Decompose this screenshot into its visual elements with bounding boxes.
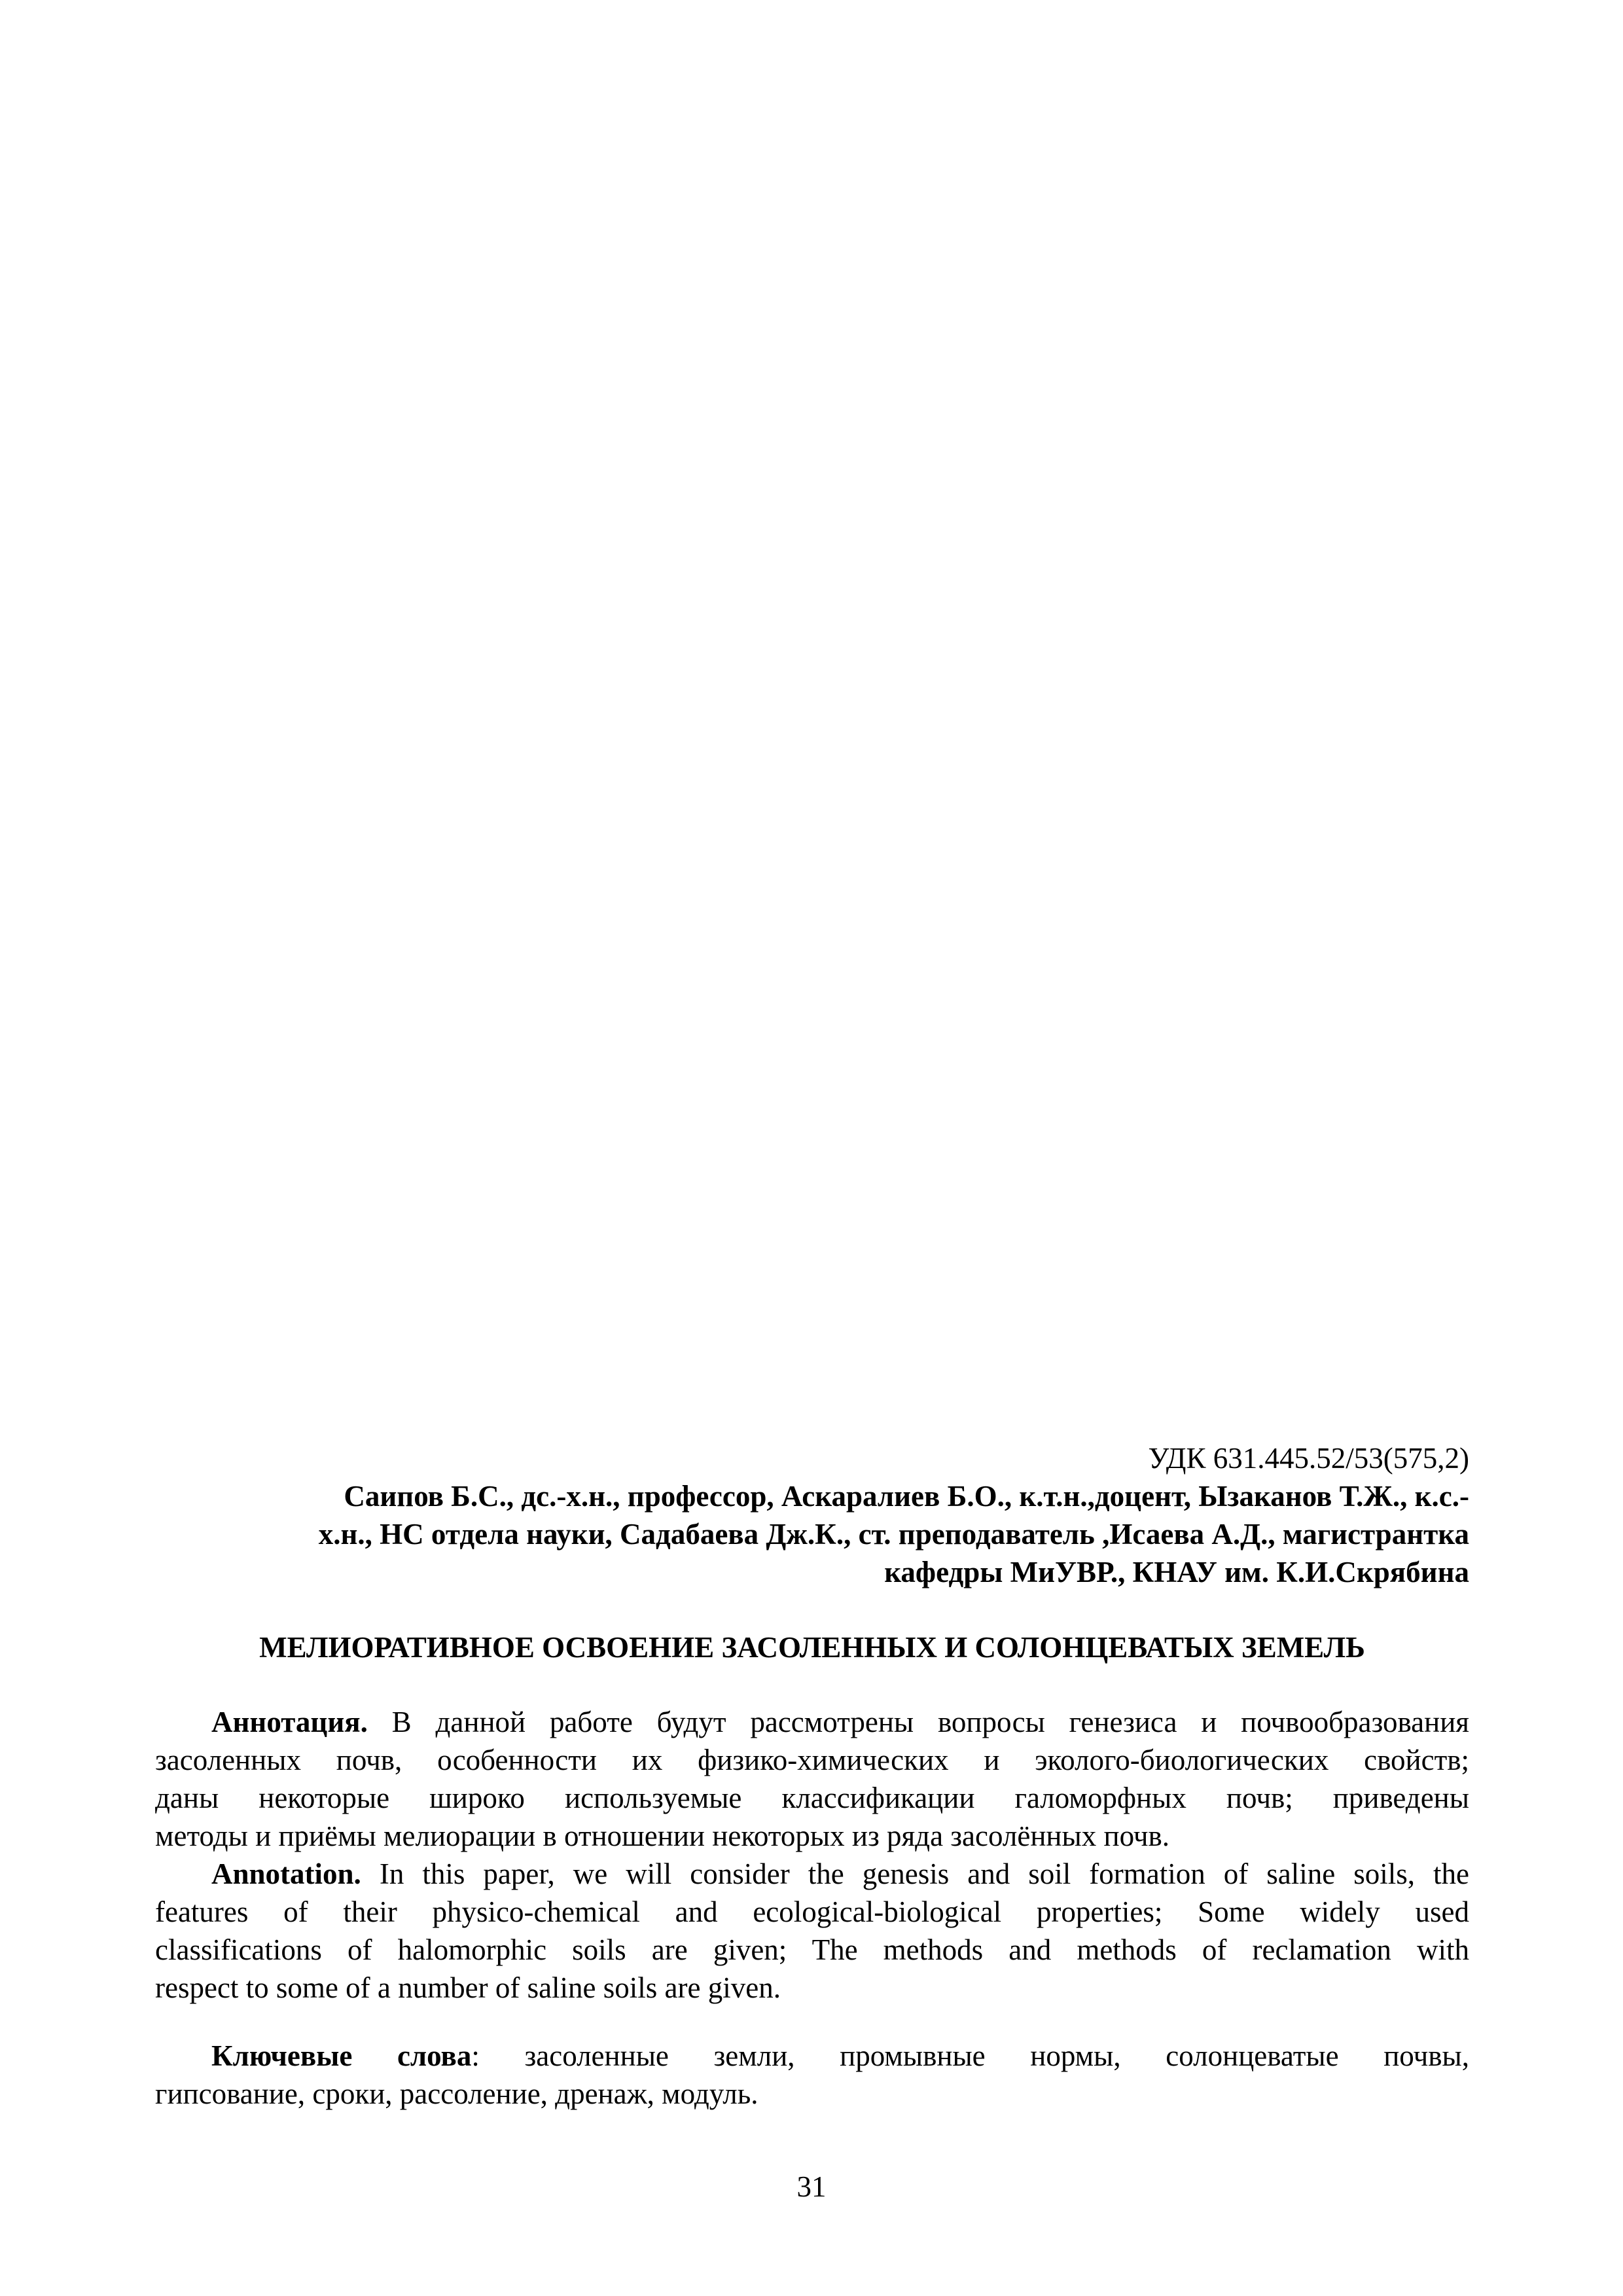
annotation-ru-line-4: методы и приёмы мелиорации в отношении некоторых из ряда засолённых почв. [155, 1820, 1170, 1852]
annotation-ru-paragraph [155, 1703, 1469, 1855]
page-number: 31 [796, 2170, 827, 2203]
keywords-paragraph [155, 2037, 1469, 2113]
annotation-ru-line-3: даны некоторые широко используемые классификации галоморфных почв; приведены [155, 1782, 1469, 1814]
author-line-3: кафедры МиУВР., КНАУ им. К.И.Скрябина [884, 1556, 1469, 1588]
annotation-en-line-3: classifications of halomorphic soils are given; The methods and methods of reclamation with [155, 1933, 1469, 1966]
author-line-2: х.н., НС отдела науки, Садабаева Дж.К., ст. преподаватель ,Исаева А.Д., магистрантка [318, 1518, 1469, 1551]
annotation-en-line-4: respect to some of a number of saline soils are given. [155, 1971, 781, 2004]
annotation-en-paragraph [155, 1855, 1469, 2007]
annotation-ru-line-2: засоленных почв, особенности их физико-химических и эколого-биологических свойств; [155, 1744, 1469, 1776]
annotation-en-line-1 [155, 1855, 1469, 1893]
annotation-ru-label: Аннотация. [211, 1706, 368, 1738]
annotation-en-label: Annotation. [211, 1857, 361, 1890]
keywords-line-2: гипсование, сроки, рассоление, дренаж, модуль. [155, 2077, 758, 2110]
annotation-ru-line-1-text: В данной работе будут рассмотрены вопросы генезиса и почвообразования [367, 1706, 1469, 1738]
annotation-en-line-2: features of their physico-chemical and ecological-biological properties; Some widely used [155, 1895, 1469, 1928]
keywords-line-1 [155, 2037, 1469, 2075]
authors-block [155, 1477, 1469, 1591]
author-line-1: Саипов Б.С., дс.-х.н., профессор, Аскаралиев Б.О., к.т.н.,доцент, Ызаканов Т.Ж., к.с.- [344, 1480, 1469, 1513]
annotation-ru-line-1 [155, 1703, 1469, 1741]
udc-line: УДК 631.445.52/53(575,2) [1148, 1442, 1469, 1475]
annotation-en-line-1-text: In this paper, we will consider the genesis and soil formation of saline soils, the [361, 1857, 1469, 1890]
article-title: МЕЛИОРАТИВНОЕ ОСВОЕНИЕ ЗАСОЛЕННЫХ И СОЛОНЦЕВАТЫХ ЗЕМЕЛЬ [259, 1631, 1365, 1664]
text-block [155, 1439, 1469, 2113]
keywords-line-1-text: : засоленные земли, промывные нормы, солонцеватые почвы, [471, 2039, 1469, 2072]
keywords-label: Ключевые слова [211, 2039, 472, 2072]
